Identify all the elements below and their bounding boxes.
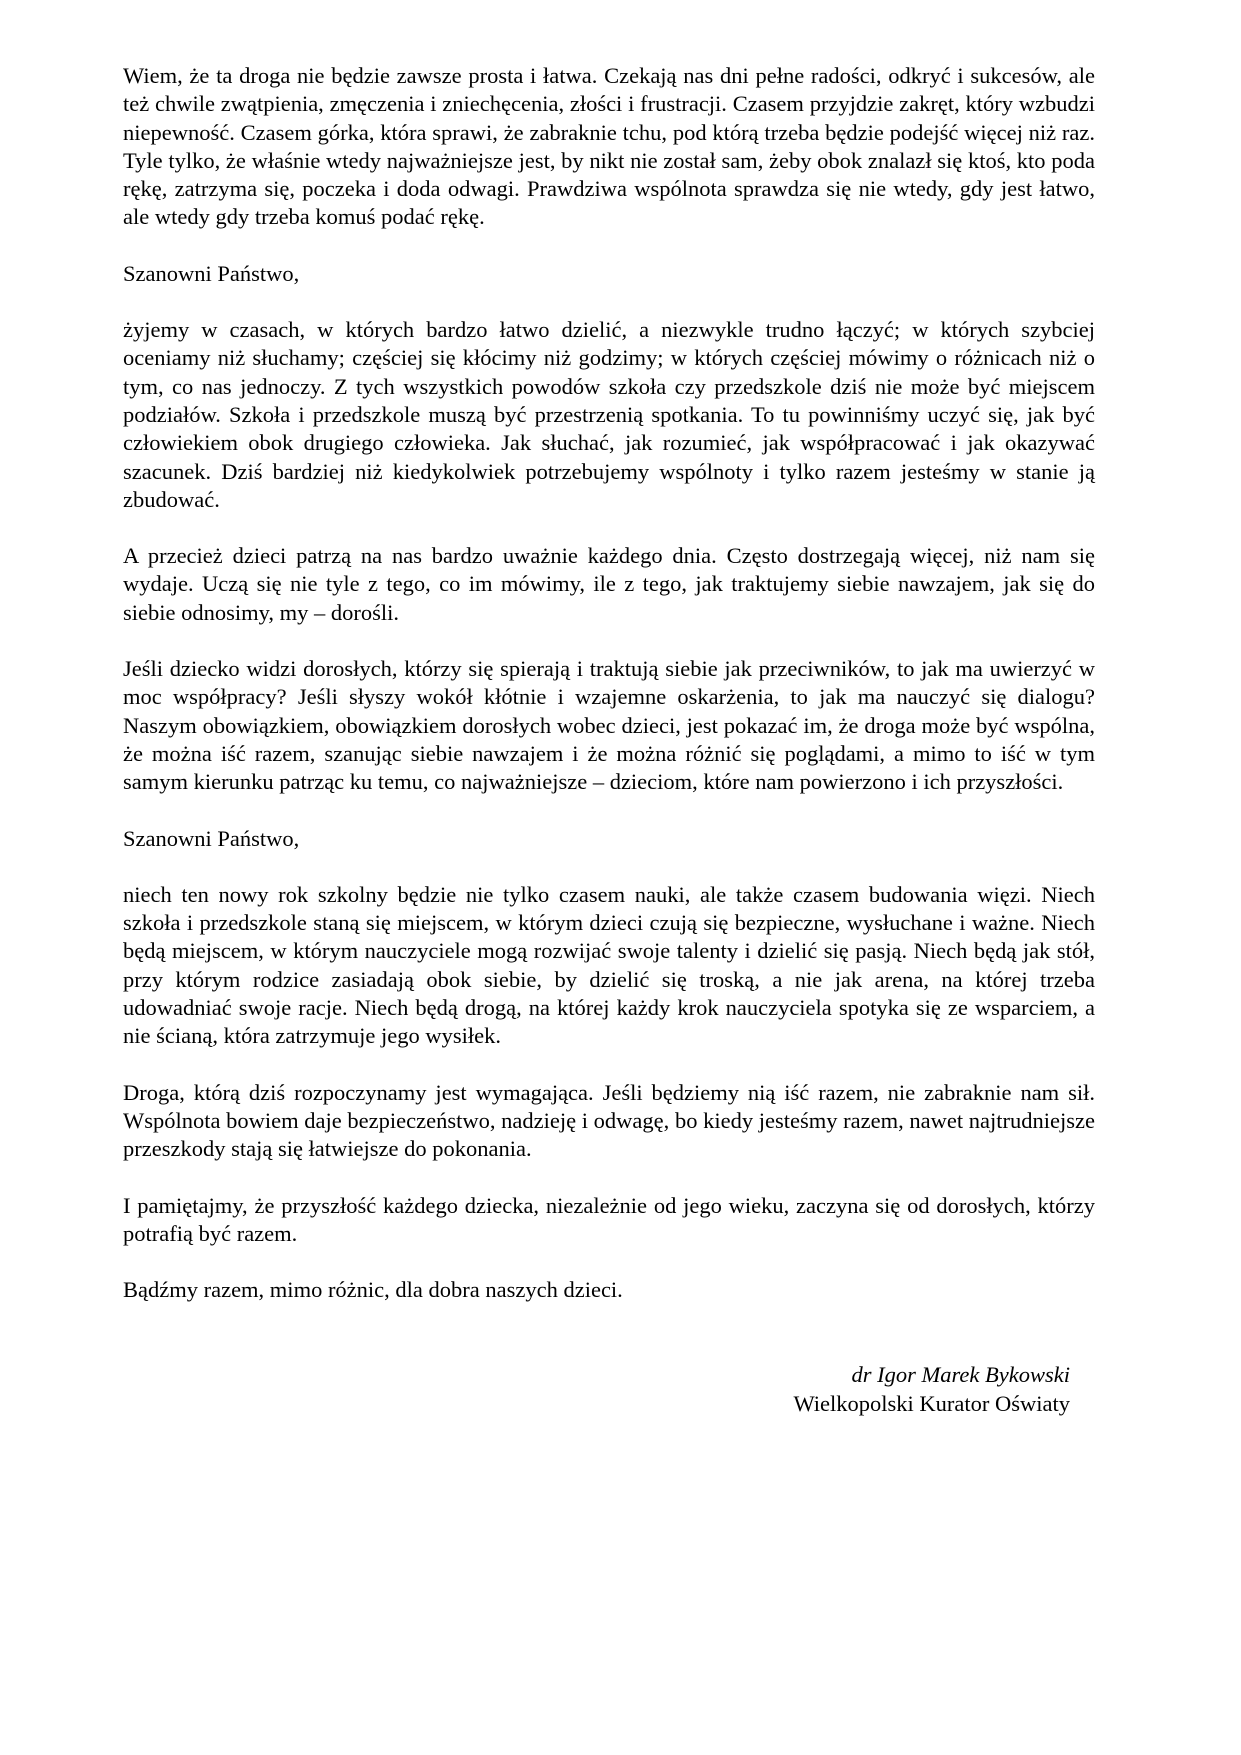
signature-title: Wielkopolski Kurator Oświaty [793,1390,1070,1416]
paragraph-closing: Bądźmy razem, mimo różnic, dla dobra naszych dzieci. [123,1277,623,1303]
signature-name: dr Igor Marek Bykowski [851,1362,1070,1388]
paragraph-child-sees-adults: Jeśli dziecko widzi dorosłych, którzy się spierają i traktują siebie jak przeciwników, to jak ma uwierzyć w moc współpracy? Jeśli słyszy wokół kłótnie i wzajemne oskarżenia, to jak ma nauczyć się dialogu? Naszym obowiązkiem, obowiązkiem dorosłych wobec dzieci, jest pokazać im, że droga może być wspólna, że można iść razem, szanując siebie nawzajem i że można różnić się poglądami, a mimo to iść w tym samym kierunku patrząc ku temu, co najważniejsze – dzieciom, które nam powierzono i ich przyszłości. [123,656,1095,795]
paragraph-new-school-year: niech ten nowy rok szkolny będzie nie tylko czasem nauki, ale także czasem budowania więzi. Niech szkoła i przedszkole staną się miejscem, w którym dzieci czują się bezpieczne, wysłuchane i ważne. Niech będą miejscem, w którym nauczyciele mogą rozwijać swoje talenty i dzielić się pasją. Niech będą jak stół, przy którym rodzice zasiadają obok siebie, by dzielić się troską, a nie jak arena, na której trzeba udowadniać swoje racje. Niech będą drogą, na której każdy krok nauczyciela spotyka się ze wsparciem, a nie ścianą, która zatrzymuje jego wysiłek. [123,881,1095,1049]
salutation-second: Szanowni Państwo, [123,825,300,851]
paragraph-times-we-live-in: żyjemy w czasach, w których bardzo łatwo dzielić, a niezwykle trudno łączyć; w których szybciej oceniamy niż słuchamy; częściej się kłócimy niż godzimy; w których częściej mówimy o różnicach niż o tym, co nas jednoczy. Z tych wszystkich powodów szkoła czy przedszkole dziś nie może być miejscem podziałów. Szkoła i przedszkole muszą być przestrzenią spotkania. To tu powinniśmy uczyć się, jak być człowiekiem obok drugiego człowieka. Jak słuchać, jak rozumieć, jak współpracować i jak okazywać szacunek. Dziś bardziej niż kiedykolwiek potrzebujemy wspólnoty i tylko razem jesteśmy w stanie ją zbudować. [123,317,1095,512]
paragraph-future-of-children: I pamiętajmy, że przyszłość każdego dziecka, niezależnie od jego wieku, zaczyna się od dorosłych, którzy potrafią być razem. [123,1192,1095,1246]
paragraph-intro: Wiem, że ta droga nie będzie zawsze prosta i łatwa. Czekają nas dni pełne radości, odkryć i sukcesów, ale też chwile zwątpienia, zmęczenia i zniechęcenia, złości i frustracji. Czasem przyjdzie zakręt, który wzbudzi niepewność. Czasem górka, która sprawi, że zabraknie tchu, pod którą trzeba będzie podejść więcej niż raz. Tyle tylko, że właśnie wtedy najważniejsze jest, by nikt nie został sam, żeby obok znalazł się ktoś, kto poda rękę, zatrzyma się, poczeka i doda odwagi. Prawdziwa wspólnota sprawdza się nie wtedy, gdy jest łatwo, ale wtedy gdy trzeba komuś podać rękę. [123,63,1095,230]
paragraph-demanding-road: Droga, którą dziś rozpoczynamy jest wymagająca. Jeśli będziemy nią iść razem, nie zabraknie nam sił. Wspólnota bowiem daje bezpieczeństwo, nadzieję i odwagę, bo kiedy jesteśmy razem, nawet najtrudniejsze przeszkody stają się łatwiejsze do pokonania. [123,1079,1095,1162]
letter-body [123,62,1095,1418]
paragraph-children-watch-us: A przecież dzieci patrzą na nas bardzo uważnie każdego dnia. Często dostrzegają więcej, niż nam się wydaje. Uczą się nie tyle z tego, co im mówimy, ile z tego, jak traktujemy siebie nawzajem, jak się do siebie odnosimy, my – dorośli. [123,543,1095,625]
signature-block [123,1361,1095,1418]
salutation-first: Szanowni Państwo, [123,260,300,286]
